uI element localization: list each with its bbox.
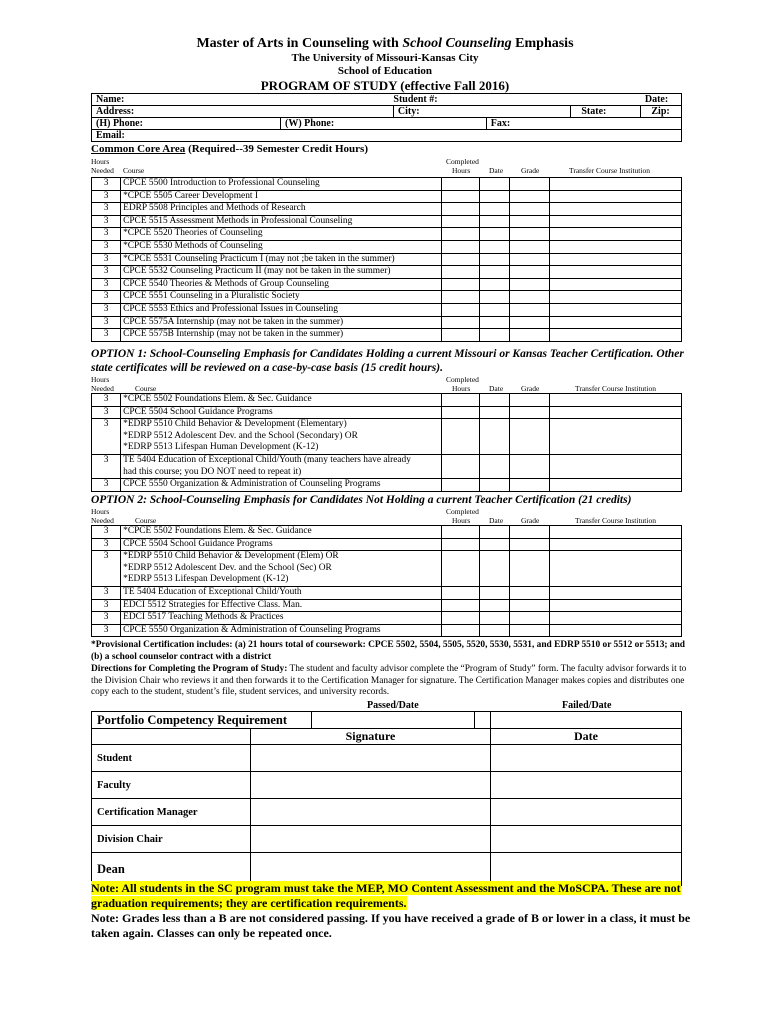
signature-date-cell[interactable]: [491, 799, 682, 826]
completed-hours-cell[interactable]: [442, 215, 480, 228]
signature-row: [92, 745, 682, 772]
course-name-cell: CPCE 5551 Counseling in a Pluralistic Society: [121, 291, 442, 304]
transfer-institution-cell[interactable]: [549, 203, 681, 216]
col-transfer: Transfer Course Institution: [575, 384, 656, 393]
completed-hours-cell[interactable]: [442, 394, 480, 407]
hours-needed-cell: 3: [92, 203, 121, 216]
col-hours: Hours: [91, 375, 110, 384]
col-course: Course: [135, 384, 157, 393]
course-name-cell: CPCE 5504 School Guidance Programs: [121, 538, 442, 551]
date-cell[interactable]: [480, 253, 510, 266]
course-row: [92, 526, 682, 539]
course-name-cell: CPCE 5515 Assessment Methods in Professional Counseling: [121, 215, 442, 228]
date-cell[interactable]: [480, 266, 510, 279]
course-name-cell: TE 5404 Education of Exceptional Child/Youth (many teachers have already had this course; you DO NOT need to repeat it): [121, 454, 442, 478]
failed-date-label: Failed/Date: [562, 700, 612, 711]
course-name-cell: CPCE 5550 Organization & Administration of Counseling Programs: [121, 479, 442, 492]
col-completed: Completed: [446, 375, 479, 384]
option2-course-table: [91, 525, 682, 637]
date-cell[interactable]: [479, 538, 509, 551]
hours-needed-cell: 3: [92, 228, 121, 241]
grade-cell[interactable]: [509, 479, 549, 492]
completed-hours-cell[interactable]: [442, 538, 480, 551]
grade-cell[interactable]: [510, 253, 550, 266]
date-cell[interactable]: [479, 454, 509, 478]
course-name-cell: CPCE 5553 Ethics and Professional Issues in Counseling: [121, 303, 442, 316]
grade-cell[interactable]: [509, 612, 549, 625]
option1-heading: OPTION 1: School-Counseling Emphasis for Candidates Holding a current Missouri or Kansas Teacher Certification. Other state certificates will be reviewed on a case-by-case basis (15 credit hours).: [91, 348, 684, 374]
hours-needed-cell: 3: [92, 278, 121, 291]
hours-needed-cell: 3: [92, 190, 121, 203]
passed-date-cell[interactable]: [312, 712, 475, 729]
transfer-institution-cell[interactable]: [549, 303, 681, 316]
passed-date-label: Passed/Date: [367, 700, 419, 711]
transfer-institution-cell[interactable]: [549, 228, 681, 241]
hours-needed-cell: 3: [92, 538, 121, 551]
course-row: [92, 266, 682, 279]
state-field[interactable]: State:: [571, 106, 641, 118]
transfer-institution-cell[interactable]: [549, 586, 681, 599]
course-row: [92, 624, 682, 637]
col-needed: Needed: [91, 166, 114, 175]
grade-cell[interactable]: [510, 190, 550, 203]
course-row: [92, 538, 682, 551]
course-row: [92, 253, 682, 266]
col-completed-hours: Hours: [452, 384, 471, 393]
course-row: [92, 406, 682, 419]
transfer-institution-cell[interactable]: [549, 419, 681, 455]
completed-hours-cell[interactable]: [442, 178, 480, 191]
date-cell[interactable]: [480, 203, 510, 216]
col-date: Date: [489, 166, 504, 175]
course-name-cell: *CPCE 5502 Foundations Elem. & Sec. Guidance: [121, 526, 442, 539]
home-phone-field[interactable]: (H) Phone:: [92, 118, 281, 130]
transfer-institution-cell[interactable]: [549, 406, 681, 419]
course-name-cell: TE 5404 Education of Exceptional Child/Youth: [121, 586, 442, 599]
hours-needed-cell: 3: [92, 551, 121, 587]
signer-label: Certification Manager: [92, 799, 251, 826]
col-transfer: Transfer Course Institution: [569, 166, 650, 175]
course-row: [92, 454, 682, 478]
completed-hours-cell[interactable]: [442, 190, 480, 203]
date-cell[interactable]: [480, 316, 510, 329]
hours-needed-cell: 3: [92, 586, 121, 599]
transfer-institution-cell[interactable]: [549, 612, 681, 625]
col-grade: Grade: [521, 166, 540, 175]
date-cell[interactable]: [479, 624, 509, 637]
transfer-institution-cell[interactable]: [549, 454, 681, 478]
signature-date-cell[interactable]: [491, 826, 682, 853]
grade-cell[interactable]: [509, 526, 549, 539]
transfer-institution-cell[interactable]: [549, 329, 681, 342]
course-row: [92, 303, 682, 316]
completed-hours-cell[interactable]: [442, 316, 480, 329]
signature-date-cell[interactable]: [491, 745, 682, 772]
course-name-cell: CPCE 5550 Organization & Administration of Counseling Programs: [121, 624, 442, 637]
col-completed-hours: Hours: [452, 166, 471, 175]
col-hours: Hours: [91, 157, 110, 166]
hours-needed-cell: 3: [92, 406, 121, 419]
course-name-cell: *CPCE 5530 Methods of Counseling: [121, 240, 442, 253]
date-cell[interactable]: [480, 329, 510, 342]
work-phone-field[interactable]: (W) Phone:: [281, 118, 487, 130]
grade-cell[interactable]: [510, 316, 550, 329]
option1-course-table: [91, 393, 682, 492]
grade-cell[interactable]: [510, 329, 550, 342]
grade-cell[interactable]: [510, 266, 550, 279]
signature-row: [92, 772, 682, 799]
date-cell[interactable]: [479, 599, 509, 612]
completed-hours-cell[interactable]: [442, 586, 480, 599]
course-row: [92, 316, 682, 329]
form-title: Master of Arts in Counseling with School Counseling Emphasis: [196, 36, 574, 51]
course-row: [92, 394, 682, 407]
hours-needed-cell: 3: [92, 178, 121, 191]
grade-cell[interactable]: [510, 178, 550, 191]
date-cell[interactable]: [480, 303, 510, 316]
date-cell[interactable]: [480, 278, 510, 291]
course-name-cell: CPCE 5500 Introduction to Professional Counseling: [121, 178, 442, 191]
transfer-institution-cell[interactable]: [549, 316, 681, 329]
course-name-cell: EDRP 5508 Principles and Methods of Research: [121, 203, 442, 216]
completed-hours-cell[interactable]: [442, 612, 480, 625]
grade-cell[interactable]: [509, 406, 549, 419]
transfer-institution-cell[interactable]: [549, 266, 681, 279]
name-field[interactable]: Name:: [92, 94, 394, 106]
col-transfer: Transfer Course Institution: [575, 516, 656, 525]
date-cell[interactable]: [479, 394, 509, 407]
course-row: [92, 215, 682, 228]
course-row: [92, 278, 682, 291]
address-field[interactable]: Address:: [92, 106, 394, 118]
grade-cell[interactable]: [509, 599, 549, 612]
hours-needed-cell: 3: [92, 394, 121, 407]
completed-hours-cell[interactable]: [442, 240, 480, 253]
course-name-cell: *CPCE 5502 Foundations Elem. & Sec. Guidance: [121, 394, 442, 407]
transfer-institution-cell[interactable]: [549, 526, 681, 539]
grade-cell[interactable]: [510, 278, 550, 291]
col-date: Date: [489, 384, 504, 393]
transfer-institution-cell[interactable]: [549, 538, 681, 551]
course-row: [92, 203, 682, 216]
hours-needed-cell: 3: [92, 599, 121, 612]
transfer-institution-cell[interactable]: [549, 240, 681, 253]
provisional-certification-note: *Provisional Certification includes: (a) 21 hours total of coursework: CPCE 5502, 5504, 5505, 5520, 5530, 5531, and EDRP 5510 or 5512 or 5513; and (b) a school counselor contract with a district: [91, 640, 686, 662]
university-name: The University of Missouri-Kansas City: [291, 52, 479, 64]
course-name-cell: CPCE 5532 Counseling Practicum II (may not be taken in the summer): [121, 266, 442, 279]
col-course: Course: [135, 516, 157, 525]
course-row: [92, 586, 682, 599]
hours-needed-cell: 3: [92, 253, 121, 266]
date-cell[interactable]: [479, 406, 509, 419]
col-completed: Completed: [446, 507, 479, 516]
signature-header: Signature: [251, 729, 491, 745]
completed-hours-cell[interactable]: [442, 228, 480, 241]
date-header: Date: [491, 729, 682, 745]
date-cell[interactable]: [479, 526, 509, 539]
zip-field[interactable]: Zip:: [641, 106, 682, 118]
transfer-institution-cell[interactable]: [549, 624, 681, 637]
course-name-cell: CPCE 5575B Internship (may not be taken in the summer): [121, 329, 442, 342]
option2-heading: OPTION 2: School-Counseling Emphasis for Candidates Not Holding a current Teacher Certification (21 credits): [91, 494, 632, 506]
completed-hours-cell[interactable]: [442, 253, 480, 266]
course-name-cell: *CPCE 5520 Theories of Counseling: [121, 228, 442, 241]
course-name-cell: CPCE 5540 Theories & Methods of Group Counseling: [121, 278, 442, 291]
signature-cell[interactable]: [251, 745, 491, 772]
failed-date-cell[interactable]: [491, 712, 682, 729]
date-cell[interactable]: [480, 228, 510, 241]
core-heading: Common Core Area (Required--39 Semester Credit Hours): [91, 143, 369, 155]
course-name-cell: EDCI 5512 Strategies for Effective Class. Man.: [121, 599, 442, 612]
signer-label: Dean: [92, 853, 251, 886]
transfer-institution-cell[interactable]: [549, 215, 681, 228]
signer-label: Faculty: [92, 772, 251, 799]
signer-label: Division Chair: [92, 826, 251, 853]
completed-hours-cell[interactable]: [442, 278, 480, 291]
hours-needed-cell: 3: [92, 419, 121, 455]
grade-cell[interactable]: [509, 454, 549, 478]
grade-cell[interactable]: [509, 419, 549, 455]
completed-hours-cell[interactable]: [442, 291, 480, 304]
hours-needed-cell: 3: [92, 612, 121, 625]
completed-hours-cell[interactable]: [442, 479, 480, 492]
transfer-institution-cell[interactable]: [549, 190, 681, 203]
col-date: Date: [489, 516, 504, 525]
completed-hours-cell[interactable]: [442, 599, 480, 612]
course-name-cell: *EDRP 5510 Child Behavior & Development (Elementary) *EDRP 5512 Adolescent Dev. and the School (Secondary) OR *EDRP 5513 Lifespan Human Development (K-12): [121, 419, 442, 455]
course-row: [92, 228, 682, 241]
completed-hours-cell[interactable]: [442, 406, 480, 419]
completed-hours-cell[interactable]: [442, 303, 480, 316]
signature-date-cell[interactable]: [491, 772, 682, 799]
grade-cell[interactable]: [510, 228, 550, 241]
hours-needed-cell: 3: [92, 291, 121, 304]
course-name-cell: CPCE 5575A Internship (may not be taken in the summer): [121, 316, 442, 329]
col-needed: Needed: [91, 384, 114, 393]
signature-cell[interactable]: [251, 772, 491, 799]
completed-hours-cell[interactable]: [442, 526, 480, 539]
grade-cell[interactable]: [510, 303, 550, 316]
signature-row: [92, 799, 682, 826]
grade-cell[interactable]: [510, 215, 550, 228]
transfer-institution-cell[interactable]: [549, 551, 681, 587]
course-row: [92, 329, 682, 342]
grade-cell[interactable]: [509, 624, 549, 637]
transfer-institution-cell[interactable]: [549, 253, 681, 266]
completed-hours-cell[interactable]: [442, 624, 480, 637]
course-row: [92, 190, 682, 203]
course-row: [92, 178, 682, 191]
program-title: PROGRAM OF STUDY (effective Fall 2016): [260, 78, 510, 93]
hours-needed-cell: 3: [92, 240, 121, 253]
grade-cell[interactable]: [509, 538, 549, 551]
certification-requirements-note: Note: All students in the SC program must take the MEP, MO Content Assessment and the MoSCPA. These are not graduation requirements; they are certification requirements.: [91, 881, 681, 910]
date-cell[interactable]: [480, 291, 510, 304]
col-completed: Completed: [446, 157, 479, 166]
completed-hours-cell[interactable]: [442, 329, 480, 342]
student-number-field[interactable]: Student #:: [393, 94, 570, 106]
completed-hours-cell[interactable]: [442, 454, 480, 478]
directions-note: Directions for Completing the Program of Study: The student and faculty advisor complete the “Program of Study” form. The faculty advisor forwards it to the Division Chair who reviews it and then forwards it to the Certification Manager for signature. The Certification Manager makes copies and distributes one copy each to the student, student’s file, student services, and university records.: [91, 664, 687, 698]
hours-needed-cell: 3: [92, 266, 121, 279]
hours-needed-cell: 3: [92, 479, 121, 492]
course-name-cell: *EDRP 5510 Child Behavior & Development (Elem) OR *EDRP 5512 Adolescent Dev. and the School (Sec) OR *EDRP 5513 Lifespan Development (K-12): [121, 551, 442, 587]
completed-hours-cell[interactable]: [442, 551, 480, 587]
signature-row: [92, 826, 682, 853]
portfolio-signature-table: [91, 711, 682, 886]
hours-needed-cell: 3: [92, 454, 121, 478]
transfer-institution-cell[interactable]: [549, 394, 681, 407]
hours-needed-cell: 3: [92, 526, 121, 539]
transfer-institution-cell[interactable]: [549, 278, 681, 291]
transfer-institution-cell[interactable]: [549, 599, 681, 612]
grade-cell[interactable]: [509, 551, 549, 587]
date-cell[interactable]: [479, 551, 509, 587]
date-cell[interactable]: [479, 586, 509, 599]
col-course: Course: [123, 166, 145, 175]
date-cell[interactable]: [480, 178, 510, 191]
course-row: [92, 240, 682, 253]
student-info-table: [91, 93, 682, 142]
core-course-table: [91, 177, 682, 342]
course-row: [92, 419, 682, 455]
hours-needed-cell: 3: [92, 215, 121, 228]
email-field[interactable]: Email:: [92, 130, 682, 142]
course-row: [92, 551, 682, 587]
completed-hours-cell[interactable]: [442, 419, 480, 455]
col-completed-hours: Hours: [452, 516, 471, 525]
hours-needed-cell: 3: [92, 624, 121, 637]
school-name: School of Education: [337, 65, 433, 77]
hours-needed-cell: 3: [92, 329, 121, 342]
completed-hours-cell[interactable]: [442, 203, 480, 216]
grade-cell[interactable]: [509, 586, 549, 599]
fax-field[interactable]: Fax:: [486, 118, 681, 130]
col-needed: Needed: [91, 516, 114, 525]
date-cell[interactable]: [480, 215, 510, 228]
date-field[interactable]: Date:: [571, 94, 682, 106]
date-cell[interactable]: [480, 240, 510, 253]
col-hours: Hours: [91, 507, 110, 516]
course-row: [92, 479, 682, 492]
course-name-cell: EDCI 5517 Teaching Methods & Practices: [121, 612, 442, 625]
col-grade: Grade: [521, 384, 540, 393]
transfer-institution-cell[interactable]: [549, 479, 681, 492]
course-name-cell: *CPCE 5505 Career Development I: [121, 190, 442, 203]
signature-cell[interactable]: [251, 826, 491, 853]
grade-cell[interactable]: [510, 203, 550, 216]
date-cell[interactable]: [480, 190, 510, 203]
course-name-cell: CPCE 5504 School Guidance Programs: [121, 406, 442, 419]
course-row: [92, 291, 682, 304]
date-cell[interactable]: [479, 612, 509, 625]
city-field[interactable]: City:: [393, 106, 570, 118]
grades-note: Note: Grades less than a B are not considered passing. If you have received a grade of B or lower in a class, it must be taken again. Classes can only be repeated once.: [91, 911, 691, 940]
col-grade: Grade: [521, 516, 540, 525]
grade-cell[interactable]: [510, 291, 550, 304]
portfolio-title: Portfolio Competency Requirement: [92, 712, 312, 729]
course-name-cell: *CPCE 5531 Counseling Practicum I (may not ;be taken in the summer): [121, 253, 442, 266]
transfer-institution-cell[interactable]: [549, 178, 681, 191]
course-row: [92, 599, 682, 612]
signature-cell[interactable]: [251, 799, 491, 826]
grade-cell[interactable]: [509, 394, 549, 407]
grade-cell[interactable]: [510, 240, 550, 253]
signer-label: Student: [92, 745, 251, 772]
hours-needed-cell: 3: [92, 303, 121, 316]
date-cell[interactable]: [479, 479, 509, 492]
completed-hours-cell[interactable]: [442, 266, 480, 279]
hours-needed-cell: 3: [92, 316, 121, 329]
date-cell[interactable]: [479, 419, 509, 455]
course-row: [92, 612, 682, 625]
transfer-institution-cell[interactable]: [549, 291, 681, 304]
